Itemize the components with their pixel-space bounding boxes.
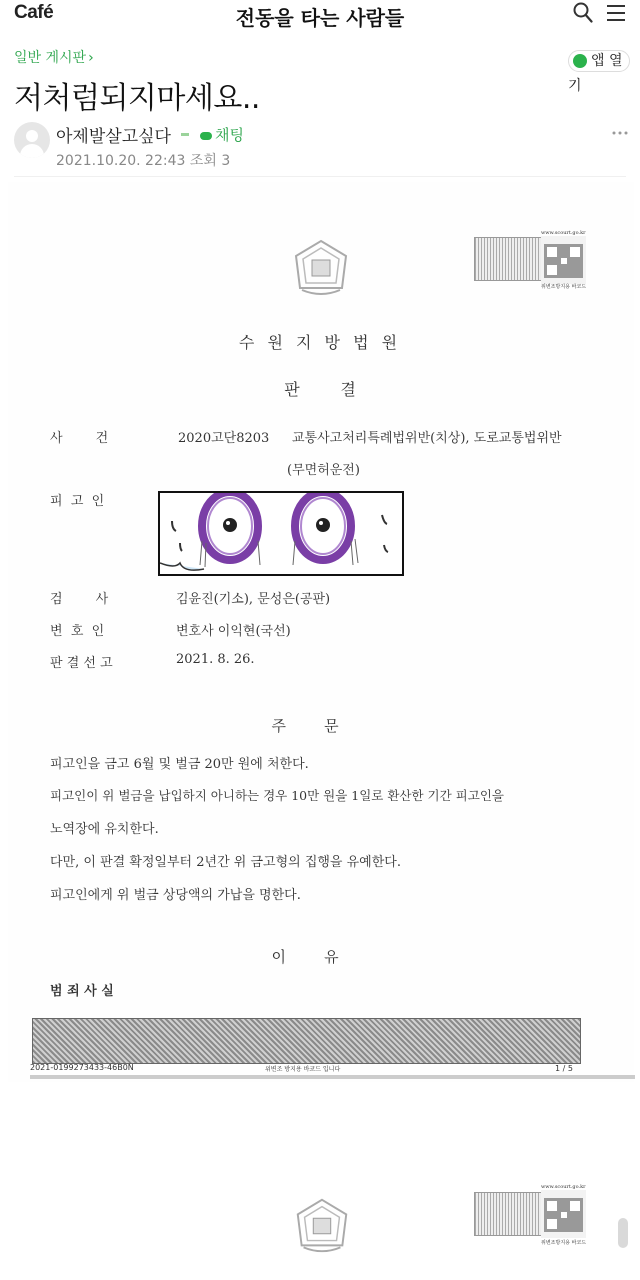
order-line-5: 피고인에게 위 벌금 상당액의 가납을 명한다. bbox=[50, 888, 301, 903]
qr-code-icon bbox=[541, 236, 586, 284]
case-title-cont: (무면허운전) bbox=[287, 463, 360, 478]
court-emblem-icon bbox=[288, 238, 354, 298]
board-name: 일반 게시판 bbox=[14, 50, 87, 66]
avatar[interactable] bbox=[14, 122, 50, 158]
judgment-heading: 판 결 bbox=[284, 380, 356, 399]
open-app-button[interactable] bbox=[568, 50, 630, 72]
order-line-2: 피고인이 위 벌금을 납입하지 아니하는 경우 10만 원을 1일로 환산한 기간 피고인을 bbox=[50, 788, 504, 803]
qr-barcode bbox=[474, 237, 542, 281]
reason-heading: 이 유 bbox=[271, 948, 339, 966]
chat-button[interactable] bbox=[200, 124, 244, 145]
qr-site: www.scourt.go.kr bbox=[541, 230, 586, 236]
view-count: 조회 3 bbox=[189, 153, 231, 169]
verdict-date: 2021. 8. 26. bbox=[176, 652, 255, 667]
search-icon[interactable] bbox=[573, 2, 593, 24]
chat-bubble-icon bbox=[200, 132, 212, 140]
case-label: 사 건 bbox=[50, 431, 109, 446]
post-date: 2021.10.20. 22:43 bbox=[56, 153, 186, 169]
footer-note: 위변조 방지용 바코드 입니다 bbox=[265, 1066, 341, 1073]
qr-caption: 위변조방지용 바코드 bbox=[541, 284, 587, 290]
case-number: 2020고단8203 bbox=[178, 431, 270, 446]
qr-caption-page2: 위변조방지용 바코드 bbox=[541, 1240, 587, 1246]
document-code: 2021-0199273433-46B0N bbox=[30, 1063, 134, 1072]
footer-line bbox=[30, 1075, 635, 1079]
open-app-label-wrap[interactable]: 기 bbox=[568, 78, 582, 94]
order-heading: 주 문 bbox=[271, 717, 339, 735]
board-link[interactable] bbox=[14, 47, 94, 67]
post-meta bbox=[56, 150, 230, 170]
qr-barcode-page2 bbox=[474, 1192, 542, 1236]
cartoon-eyes-icon bbox=[160, 493, 402, 574]
court-name: 수 원 지 방 법 원 bbox=[238, 333, 402, 352]
app-check-icon bbox=[573, 54, 587, 68]
cafe-title[interactable]: 전동을 타는 사람들 bbox=[235, 6, 405, 30]
redaction-sticker bbox=[158, 491, 404, 576]
order-line-1: 피고인을 금고 6월 및 벌금 20만 원에 처한다. bbox=[50, 757, 309, 772]
verdict-date-label: 판 결 선 고 bbox=[50, 656, 113, 671]
prosecutor-value: 김윤진(기소), 문성은(공판) bbox=[176, 592, 331, 607]
order-line-4: 다만, 이 판결 확정일부터 2년간 위 금고형의 집행을 유예한다. bbox=[50, 855, 401, 870]
post-title: 저처럼되지마세요.. bbox=[14, 81, 260, 116]
scroll-handle-icon[interactable] bbox=[616, 1218, 630, 1248]
page-gap bbox=[0, 1082, 640, 1192]
prosecutor-label: 검 사 bbox=[50, 592, 109, 607]
order-line-3: 노역장에 유치한다. bbox=[50, 822, 159, 837]
app-header bbox=[0, 0, 640, 30]
author-name[interactable]: 아제발살고싶다 bbox=[56, 127, 171, 147]
member-level-icon bbox=[181, 133, 189, 136]
open-app-label: 앱 열 bbox=[591, 53, 623, 69]
chevron-right-icon: › bbox=[88, 50, 94, 66]
lawyer-label: 변 호 인 bbox=[50, 624, 105, 639]
more-options-icon[interactable] bbox=[612, 131, 628, 135]
qr-code-icon-page2 bbox=[541, 1190, 586, 1238]
crime-facts-heading: 범 죄 사 실 bbox=[50, 984, 114, 999]
hamburger-menu-icon[interactable] bbox=[606, 3, 626, 23]
divider bbox=[14, 176, 626, 177]
page-number: 1 / 5 bbox=[555, 1064, 573, 1073]
defendant-label: 피 고 인 bbox=[50, 494, 105, 509]
chat-label: 채팅 bbox=[215, 126, 244, 144]
redaction-bar bbox=[32, 1018, 581, 1064]
case-title: 교통사고처리특례법위반(치상), 도로교통법위반 bbox=[292, 431, 562, 446]
cafe-logo[interactable]: Café bbox=[14, 2, 54, 23]
qr-site-page2: www.scourt.go.kr bbox=[541, 1184, 586, 1190]
court-emblem-icon-page2 bbox=[290, 1196, 354, 1256]
lawyer-value: 변호사 이익현(국선) bbox=[176, 624, 291, 639]
